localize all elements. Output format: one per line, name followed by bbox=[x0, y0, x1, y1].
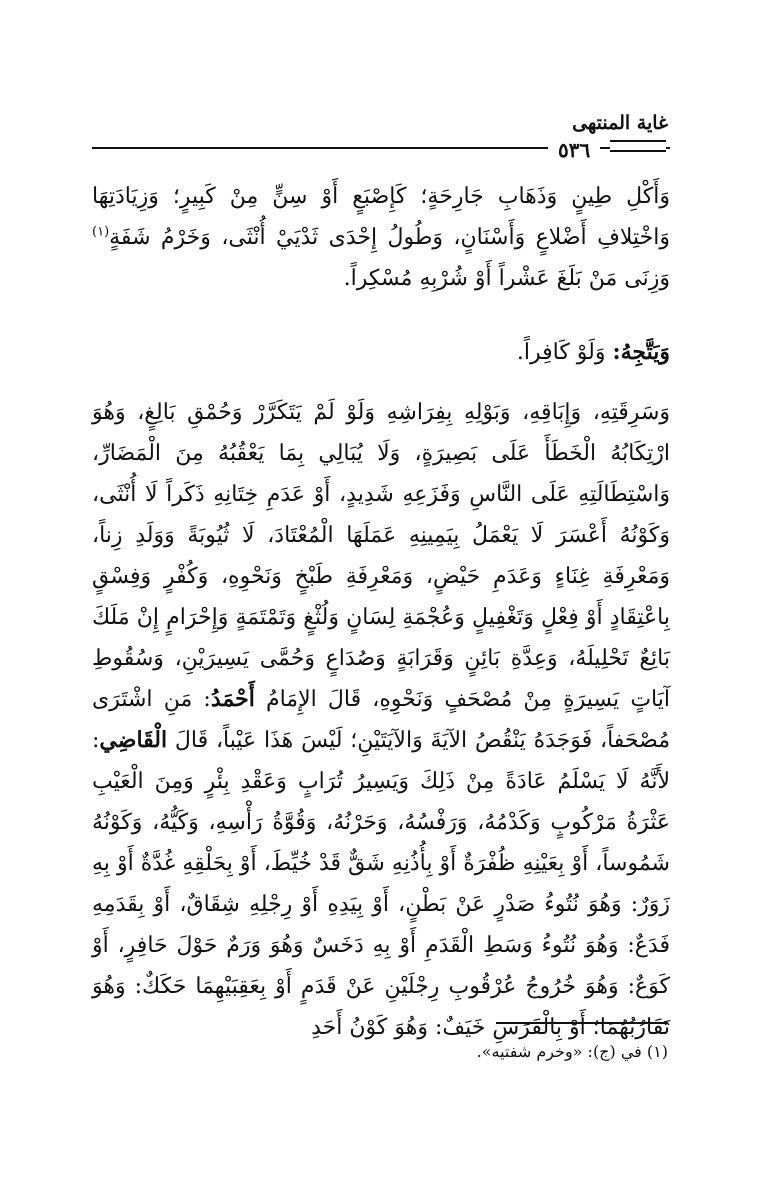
paragraph-2-text: وَلَوْ كَافِراً. bbox=[516, 340, 613, 365]
paragraph-1-text-after: وَزِنَى مَنْ بَلَغَ عَشْراً أَوْ شُرْبِهِ مُسْكِراً. bbox=[343, 266, 670, 291]
paragraph-3-text-3: : لأَنَّهُ لَا يَسْلَمُ عَادَةً مِنْ ذَلِكَ وَيَسِيرُ تُرَابٍ وَعَقْدِ بِئْرٍ وَمِنَ الْعَيْبِ عَثْرَةُ مَرْكُوبٍ وَكَدْمُهُ، وَرَفْسُهُ، وَحَرْنُهُ، وَقُوَّةُ رَأْسِهِ، وَكَيُّهُ، وَكَوْنُهُ شَمُوساً، أَوْ بِعَيْنِهِ ظُفْرَةٌ أَوْ بِأُذُنِهِ شَقٌّ قَدْ خُيِّطَ، أَوْ بِحَلْقِهِ غُدَّةٌ أَوْ بِهِ زَوَرٌ: وَهُوَ نُتُوءُ صَدْرٍ عَنْ بَطْنٍ، أَوْ بِيَدِهِ أَوْ رِجْلِهِ شِقَاقٌ، أَوْ بِقَدَمِهِ فَدَعٌ: وَهُوَ نُتُوءُ وَسَطِ الْقَدَمِ أَوْ بِهِ دَخَسٌ وَهُوَ وَرَمٌ حَوْلَ حَافِرٍ، أَوْ كَوَعٌ: وَهُوَ خُرُوجُ عُرْقُوبِ رِجْلَيْنِ عَنْ قَدَمٍ أَوْ بِعَقِبَيْهِمَا حَكَكٌ: وَهُوَ تَقَارُبُهُمَا؛ أَوْ بِالْفَرَسِ خَيَفٌ: وَهُوَ كَوْنُ أَحَدِ bbox=[92, 728, 670, 1040]
paragraph-3-text: وَسَرِقَتِهِ، وَإِبَاقِهِ، وَبَوْلِهِ بِفِرَاشِهِ وَلَوْ لَمْ يَتَكَرَّرْ وَحُمْقِ بَالِغٍ، وَهُوَ ارْتِكَابُهُ الْخَطَأَ عَلَى بَصِيرَةٍ، وَلَا يُبَالِي بِمَا يَعْقُبُهُ مِنَ الْمَضَارِّ، وَاسْتِطَالَتِهِ عَلَى النَّاسِ وَفَزَعِهِ شَدِيدٍ، أَوْ عَدَمِ خِتَانِهِ ذَكَراً لَا أُنْثَى، وَكَوْنُهُ أَعْسَرَ لَا يَعْمَلُ بِيَمِينِهِ عَمَلَهَا الْمُعْتَادَ، لَا ثُيُوبَةً وَوَلَدِ زِناً، وَمَعْرِفَةِ غِنَاءٍ وَعَدَمِ حَيْضٍ، وَمَعْرِفَةِ طَبْخٍ وَنَحْوِهِ، وَكُفْرٍ وَفِسْقٍ بِاعْتِقَادٍ أَوْ فِعْلٍ وَتَغْفِيلٍ وَعُجْمَةِ لِسَانٍ وَلُثْغٍ وَتَمْتَمَةٍ وَإِحْرَامٍ إِنْ مَلَكَ بَائِعٌ تَحْلِيلَهُ، وَعِدَّةِ بَائِنٍ وَقَرَابَةٍ وَصُدَاعٍ وَحُمَّى يَسِيرَيْنِ، وَسُقُوطِ آيَاتٍ يَسِيرَةٍ مِنْ مُصْحَفٍ وَنَحْوِهِ، قَالَ الإِمَامُ bbox=[92, 400, 670, 712]
page-number: ٥٣٦ bbox=[548, 138, 600, 162]
paragraph-1-text: وَأَكْلِ طِينٍ وَذَهَابِ جَارِحَةٍ؛ كَإِصْبَعٍ أَوْ سِنٍّ مِنْ كَبِيرٍ؛ وَزِيَادَتِهَا وَاخْتِلافِ أَضْلاعٍ وَأَسْنَانٍ، وَطُولُ إِحْدَى ثَدْيَيْ أُنْثَى، وَخَرْمُ شَفَةٍ bbox=[92, 184, 670, 250]
paragraph-1 bbox=[92, 176, 670, 299]
footnote-marker: (١) bbox=[92, 224, 110, 240]
paragraph-3-name-ahmad: أَحْمَدُ bbox=[210, 686, 255, 712]
paragraph-2-heading: وَيَتَّجِهُ: bbox=[612, 339, 670, 365]
running-header-title: غاية المنتهى bbox=[572, 112, 668, 134]
paragraph-3-text-2: : مَنِ اشْتَرَى مُصْحَفاً، فَوَجَدَهُ يَنْقُصُ الآيَةَ وَالآيَتَيْنِ؛ لَيْسَ هَذَا عَيْباً، قَالَ bbox=[92, 687, 670, 753]
paragraph-2 bbox=[92, 332, 670, 373]
header-double-rule bbox=[610, 140, 666, 152]
footnote: (١) في (ج): «وخرم شفتيه». bbox=[476, 1042, 668, 1061]
paragraph-3 bbox=[92, 392, 670, 1048]
footnote-rule bbox=[496, 1022, 668, 1024]
paragraph-3-name-qadi: الْقَاضِي bbox=[99, 727, 168, 753]
